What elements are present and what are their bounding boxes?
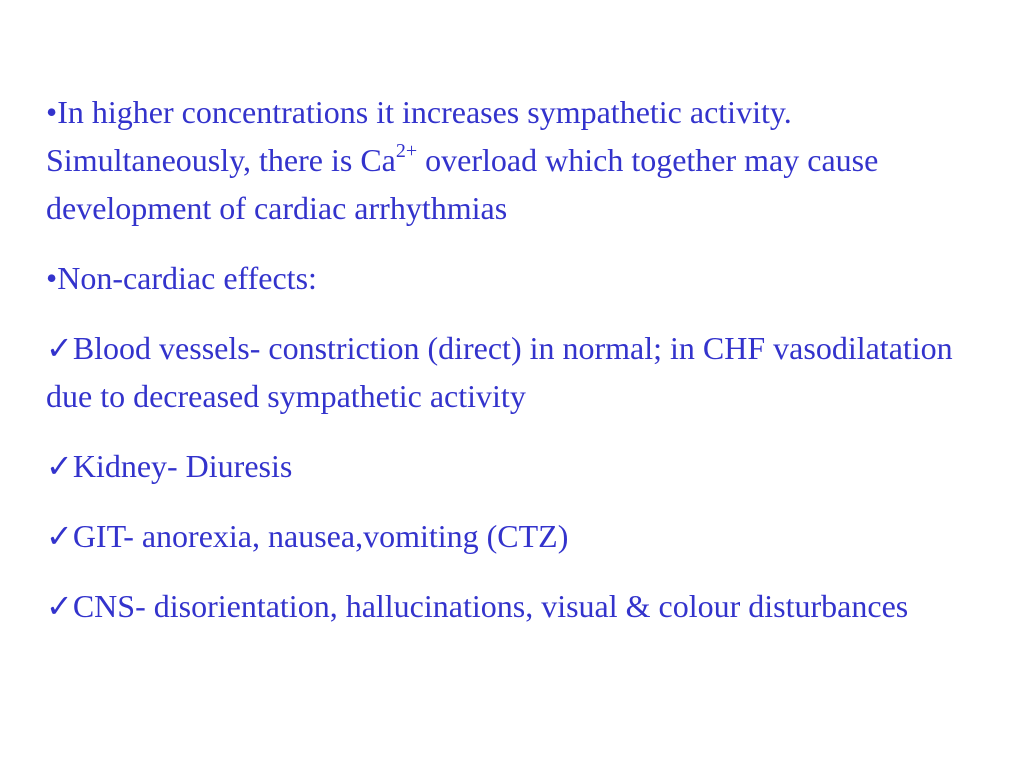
- bullet-icon: •: [46, 260, 58, 296]
- list-item-git: [46, 512, 986, 560]
- heading-text: Non-cardiac effects:: [57, 260, 317, 296]
- checkmark-icon: ✓: [46, 330, 73, 366]
- paragraph-sympathetic-activity: [46, 88, 986, 232]
- paragraph-text-continued: overload which together may cause development of cardiac arrhythmias: [46, 142, 879, 226]
- superscript-charge: 2+: [395, 140, 418, 163]
- checkmark-icon: ✓: [46, 448, 73, 484]
- list-item-text: GIT- anorexia, nausea,vomiting (CTZ): [72, 518, 569, 554]
- bullet-icon: •: [46, 94, 58, 130]
- list-item-text: Blood vessels- constriction (direct) in normal; in CHF vasodilatation due to decreased sympathetic activity: [46, 330, 953, 414]
- list-item-cns: [46, 582, 986, 630]
- paragraph-text: In higher concentrations it increases sympathetic activity. Simultaneously, there is Ca: [46, 94, 792, 178]
- checkmark-icon: ✓: [46, 518, 73, 554]
- checkmark-icon: ✓: [46, 588, 73, 624]
- list-item-blood-vessels: [46, 324, 986, 420]
- paragraph-non-cardiac-heading: [46, 254, 986, 302]
- list-item-text: Kidney- Diuresis: [72, 448, 293, 484]
- slide-body: [46, 88, 986, 652]
- list-item-kidney: [46, 442, 986, 490]
- list-item-text: CNS- disorientation, hallucinations, visual & colour disturbances: [72, 588, 909, 624]
